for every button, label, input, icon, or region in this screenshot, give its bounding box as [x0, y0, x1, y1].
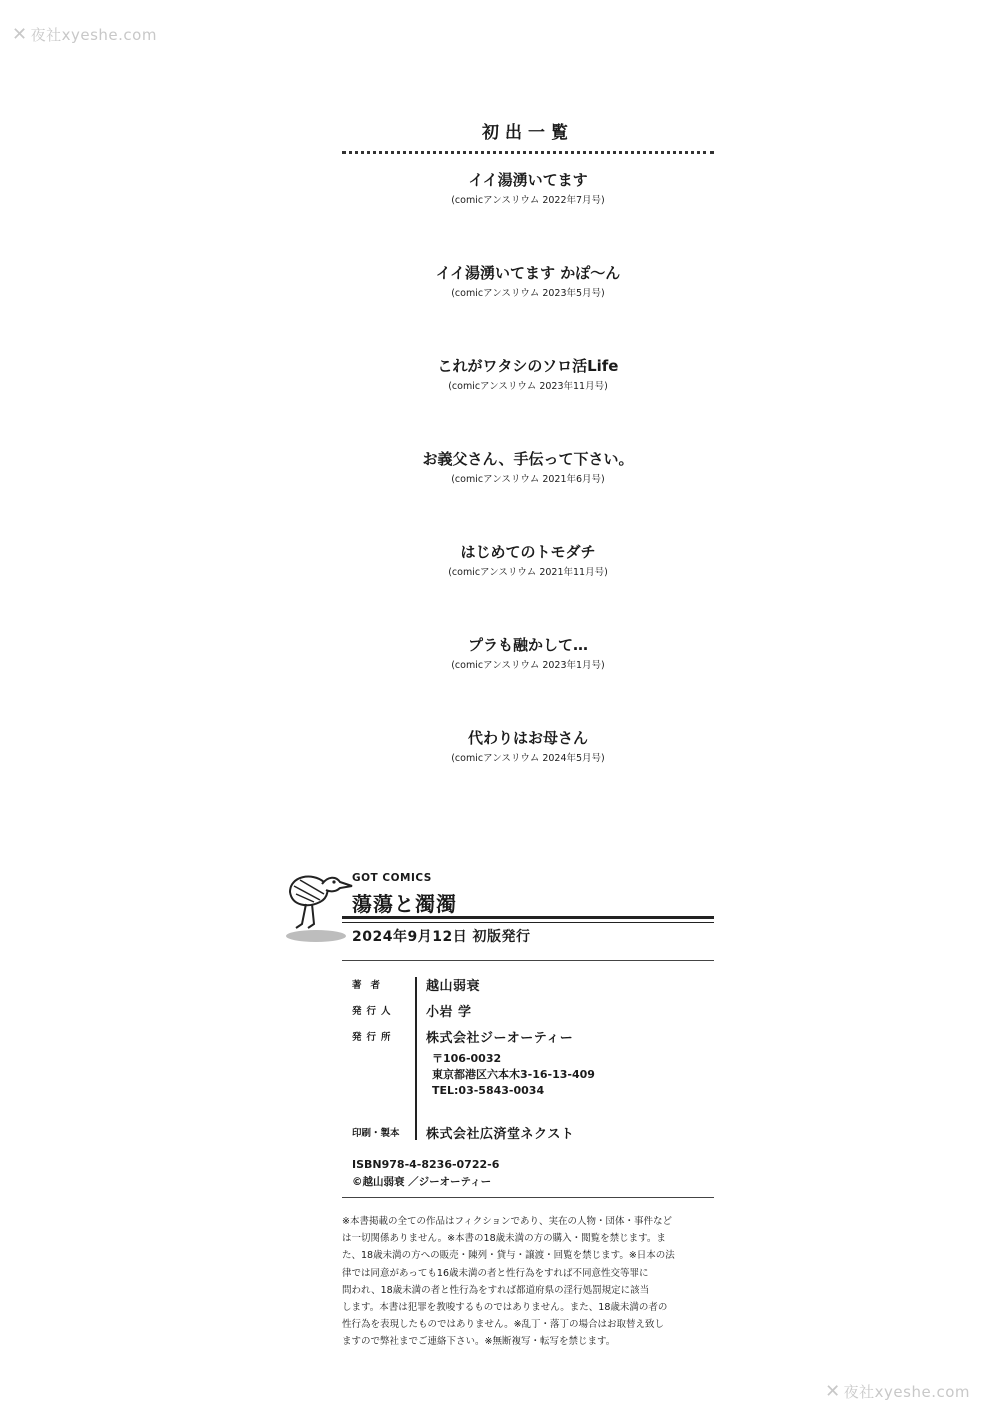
- first-appearances-list: [342, 170, 714, 821]
- divider: [342, 922, 714, 923]
- list-item: [342, 356, 714, 449]
- divider: [342, 916, 714, 919]
- first-appearances-heading: 初出一覧: [482, 123, 574, 143]
- notice-line: た、18歳未満の方への販売・陳列・貸与・譲渡・回覧を禁じます。※日本の法: [342, 1250, 675, 1262]
- x-logo-icon: ✕: [12, 24, 28, 45]
- story-source: (comicアンスリウム 2021年6月号): [451, 474, 605, 485]
- story-title: 代わりはお母さん: [467, 729, 588, 747]
- author-label: 著者: [352, 980, 390, 991]
- notice-line: 律では同意があっても16歳未満の者と性行為をすれば不同意性交等罪に: [342, 1267, 649, 1279]
- publisher-person-label: 発行人: [352, 1006, 396, 1017]
- story-title: これがワタシのソロ活Life: [437, 357, 619, 375]
- list-item: [342, 635, 714, 728]
- story-source: (comicアンスリウム 2022年7月号): [451, 195, 605, 206]
- credits-divider: [415, 977, 417, 1140]
- notice-line: ますので弊社までご連絡下さい。※無断複写・転写を禁じます。: [342, 1336, 616, 1348]
- telephone: TEL:03-5843-0034: [432, 1084, 545, 1097]
- notice-line: ※本書掲載の全ての作品はフィクションであり、実在の人物・団体・事件など: [342, 1216, 673, 1227]
- story-source: (comicアンスリウム 2023年5月号): [451, 288, 605, 299]
- notice-line: は一切関係ありません。※本書の18歳未満の方の購入・閲覧を禁じます。ま: [342, 1233, 666, 1245]
- divider: [342, 1197, 714, 1198]
- story-source: (comicアンスリウム 2021年11月号): [448, 567, 608, 578]
- story-title: イイ湯湧いてます かぽ～ん: [435, 264, 621, 282]
- copyright: ©越山弱衰 ／ジーオーティー: [352, 1176, 492, 1188]
- story-title: イイ湯湧いてます: [468, 171, 588, 189]
- list-item: [342, 263, 714, 356]
- address: 東京都港区六本木3-16-13-409: [432, 1068, 595, 1081]
- x-logo-icon: ✕: [825, 1381, 841, 1402]
- dotted-divider: [342, 151, 714, 154]
- printer-name: 株式会社広済堂ネクスト: [426, 1127, 575, 1142]
- story-title: プラも融かして…: [467, 636, 588, 654]
- list-item: [342, 449, 714, 542]
- list-item: [342, 728, 714, 821]
- list-item: [342, 170, 714, 263]
- notice-line: します。本書は犯罪を教唆するものではありません。また、18歳未満の者の: [342, 1302, 668, 1314]
- publisher-label: 発行所: [352, 1032, 396, 1043]
- story-title: はじめてのトモダチ: [460, 543, 596, 561]
- postal-code: 〒106-0032: [432, 1052, 502, 1065]
- isbn: ISBN978-4-8236-0722-6: [352, 1158, 500, 1171]
- story-source: (comicアンスリウム 2023年11月号): [448, 381, 608, 392]
- publisher-person-name: 小岩 学: [426, 1005, 472, 1020]
- notice-line: 性行為を表現したものではありません。※乱丁・落丁の場合はお取替え致し: [342, 1319, 665, 1331]
- divider: [342, 960, 714, 961]
- watermark-top-left: ✕ 夜社xyeshe.com: [12, 24, 157, 45]
- list-item: [342, 542, 714, 635]
- bird-logo-icon: [284, 862, 354, 948]
- imprint-label: GOT COMICS: [352, 872, 432, 884]
- notice-line: 問われ、18歳未満の者と性行為をすれば都道府県の淫行処罰規定に該当: [342, 1284, 650, 1296]
- watermark-bottom-right: ✕ 夜社xyeshe.com: [825, 1381, 970, 1402]
- legal-notice: [342, 1213, 716, 1351]
- book-title: 蕩蕩と濁濁: [352, 892, 457, 916]
- printer-label: 印刷・製本: [352, 1128, 400, 1139]
- publication-date: 2024年9月12日 初版発行: [352, 929, 531, 945]
- story-source: (comicアンスリウム 2023年1月号): [451, 660, 605, 671]
- publisher-name: 株式会社ジーオーティー: [426, 1031, 574, 1046]
- story-title: お義父さん、手伝って下さい。: [422, 450, 634, 468]
- author-name: 越山弱衰: [426, 979, 481, 994]
- story-source: (comicアンスリウム 2024年5月号): [451, 753, 605, 764]
